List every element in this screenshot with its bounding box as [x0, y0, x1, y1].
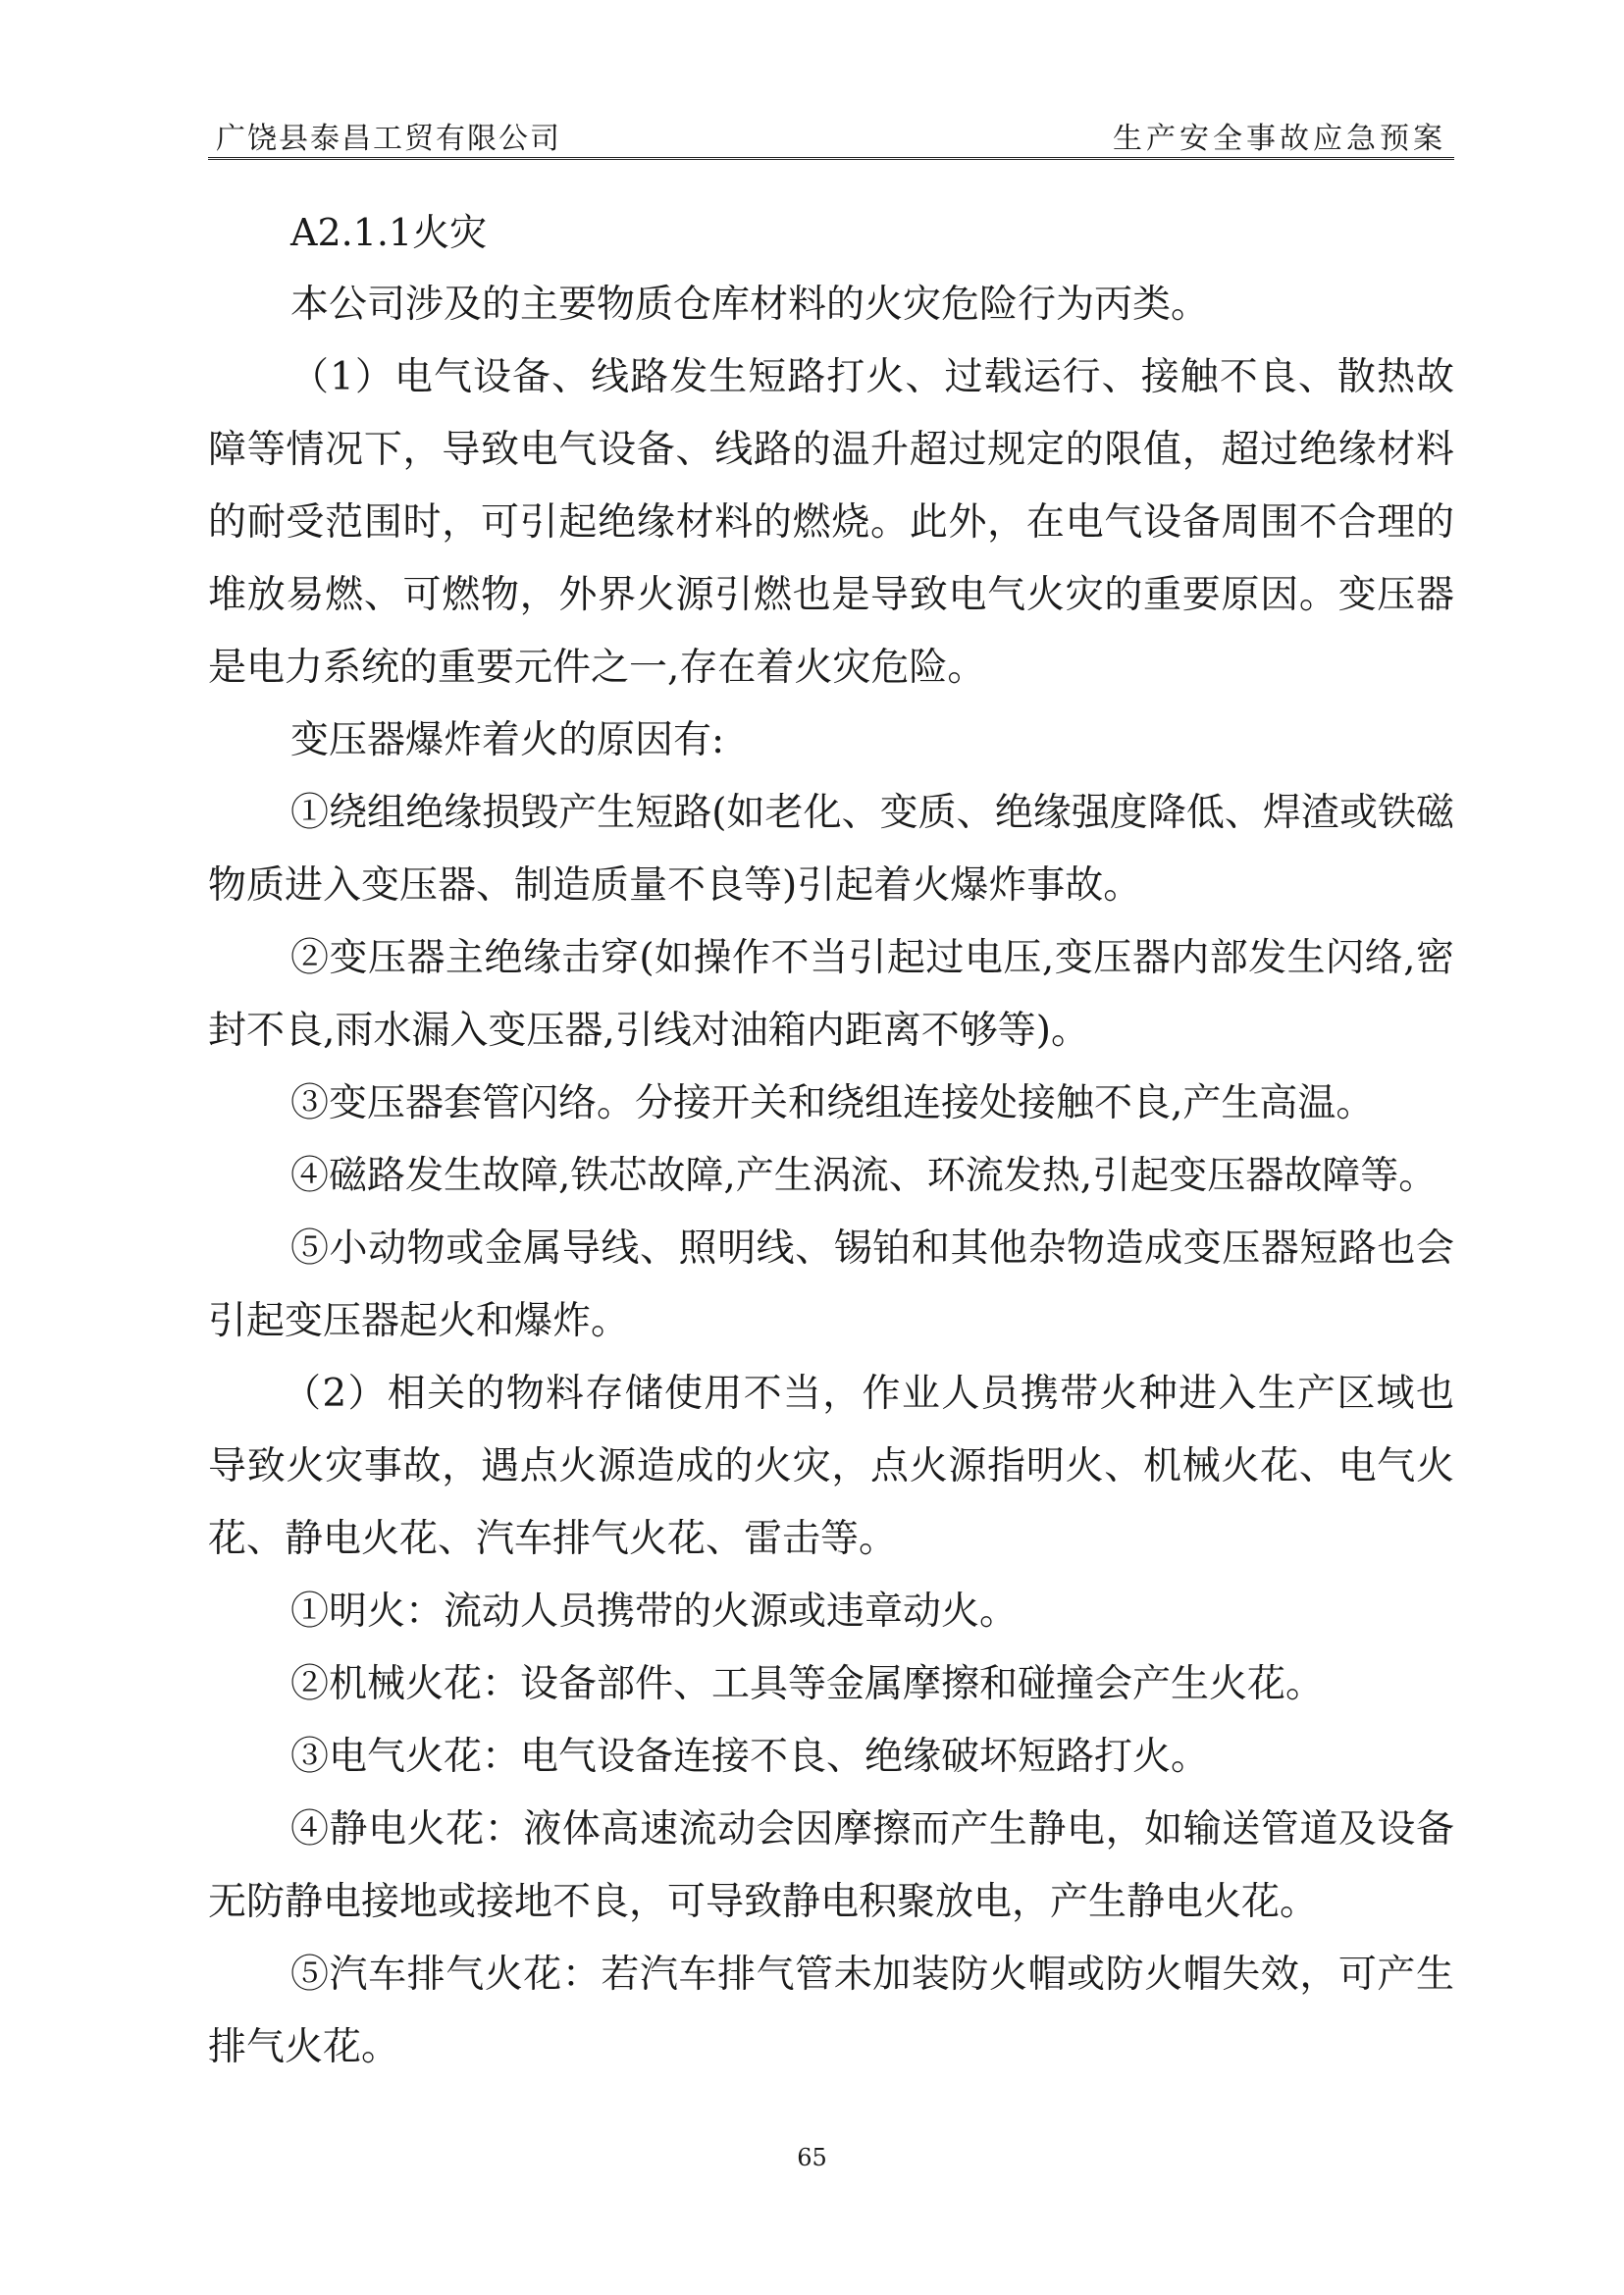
page-header: [208, 110, 1454, 160]
paragraph-transformer-cause-2: ②变压器主绝缘击穿(如操作不当引起过电压,变压器内部发生闪络,密封不良,雨水漏入变压器,引线对油箱内距离不够等)。: [208, 936, 1454, 1053]
paragraph-electrical-spark: ③电气火花：电气设备连接不良、绝缘破坏短路打火。: [290, 1735, 1210, 1779]
paragraph-transformer-cause-4: ④磁路发生故障,铁芯故障,产生涡流、环流发热,引起变压器故障等。: [290, 1154, 1438, 1198]
paragraph-transformer-causes-intro: 变压器爆炸着火的原因有:: [290, 718, 725, 762]
paragraph-transformer-cause-1: ①绕组绝缘损毁产生短路(如老化、变质、绝缘强度降低、焊渣或铁磁物质进入变压器、制造质量不良等)引起着火爆炸事故。: [208, 791, 1454, 908]
paragraph-transformer-cause-5: ⑤小动物或金属导线、照明线、锡铂和其他杂物造成变压器短路也会引起变压器起火和爆炸。: [208, 1226, 1454, 1343]
paragraph-electrical-equipment: （1）电气设备、线路发生短路打火、过载运行、接触不良、散热故障等情况下，导致电气设备、线路的温升超过规定的限值，超过绝缘材料的耐受范围时，可引起绝缘材料的燃烧。此外，在电气设备周围不合理的堆放易燃、可燃物，外界火源引燃也是导致电气火灾的重要原因。变压器是电力系统的重要元件之一,存在着火灾危险。: [208, 355, 1454, 690]
paragraph-exhaust-spark: ⑤汽车排气火花：若汽车排气管未加装防火帽或防火帽失效，可产生排气火花。: [208, 1953, 1454, 2069]
company-name: 广饶县泰昌工贸有限公司: [216, 122, 561, 156]
section-heading: A2.1.1火灾: [290, 211, 488, 254]
paragraph-material-storage: （2）相关的物料存储使用不当，作业人员携带火种进入生产区域也导致火灾事故，遇点火源造成的火灾，点火源指明火、机械火花、电气火花、静电火花、汽车排气火花、雷击等。: [208, 1372, 1454, 1561]
paragraph-static-spark: ④静电火花：液体高速流动会因摩擦而产生静电，如输送管道及设备无防静电接地或接地不良，可导致静电积聚放电，产生静电火花。: [208, 1807, 1454, 1924]
paragraph-fire-class: 本公司涉及的主要物质仓库材料的火灾危险行为丙类。: [290, 283, 1210, 327]
document-title: 生产安全事故应急预案: [1113, 122, 1446, 156]
paragraph-mechanical-spark: ②机械火花：设备部件、工具等金属摩擦和碰撞会产生火花。: [290, 1662, 1325, 1706]
paragraph-open-flame: ①明火：流动人员携带的火源或违章动火。: [290, 1590, 1019, 1634]
paragraph-transformer-cause-3: ③变压器套管闪络。分接开关和绕组连接处接触不良,产生高温。: [290, 1081, 1375, 1125]
document-body: [208, 196, 1454, 2084]
page-number: 65: [797, 2144, 827, 2171]
